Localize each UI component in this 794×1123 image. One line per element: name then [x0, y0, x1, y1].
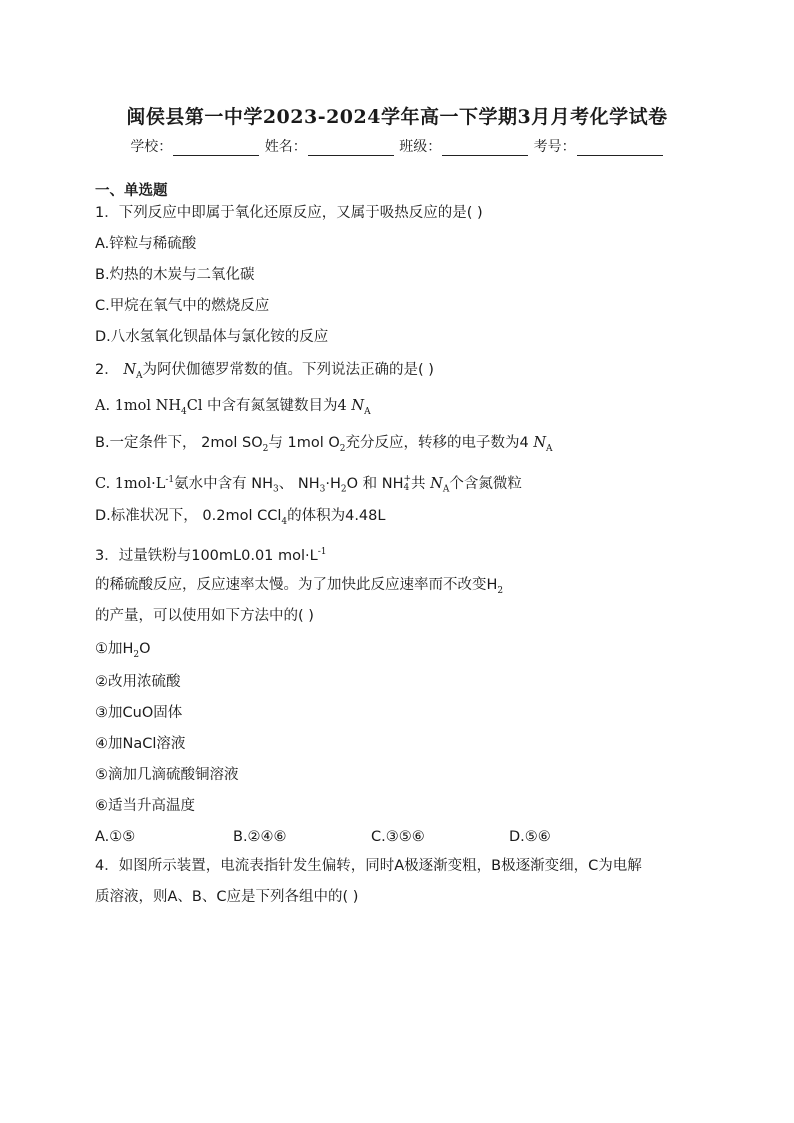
- q3-m1-text: ①加H: [95, 641, 134, 657]
- q2c-text-4: ·H: [325, 475, 341, 492]
- school-label: 学校：: [130, 139, 173, 155]
- q1-stem: 1．下列反应中即属于氧化还原反应，又属于吸热反应的是( ): [95, 205, 483, 221]
- exam-title: 闽侯县第一中学2023-2024学年高一下学期3月月考化学试卷: [126, 106, 668, 128]
- q2c-text-1: C. 1mol·L: [95, 475, 166, 492]
- q3-method-5: ⑤滴加几滴硫酸铜溶液: [95, 767, 239, 783]
- q3-method-6: ⑥适当升高温度: [95, 798, 195, 814]
- section-heading: 一、单选题: [95, 183, 168, 199]
- student-info-line: [0, 136, 794, 156]
- exam-number-label: 考号：: [533, 139, 576, 155]
- na-symbol: N: [533, 435, 547, 451]
- q2c-text-6: 共: [411, 475, 431, 492]
- na-subscript: A: [442, 484, 450, 495]
- q2c-text-3: 、 NH: [278, 475, 320, 492]
- q1-option-d: D.八水氢氧化钡晶体与氯化铵的反应: [95, 329, 329, 345]
- q3-option-b: B.②④⑥: [233, 829, 287, 845]
- q1-option-a: A.锌粒与稀硫酸: [95, 236, 197, 252]
- q2-option-b: [95, 433, 553, 459]
- q3-text-1: 3．过量铁粉与100mL0.01 mol·L: [95, 547, 318, 564]
- q2-option-c: [95, 470, 522, 500]
- q2b-text-3: 充分反应，转移的电子数为4: [345, 435, 534, 451]
- q3-option-c: C.③⑤⑥: [371, 829, 425, 845]
- na-subscript: A: [364, 406, 371, 417]
- q2-option-a: [95, 396, 371, 422]
- q2c-sub-3: 2: [340, 484, 347, 495]
- q2-stem: [95, 360, 434, 386]
- na-symbol: N: [430, 475, 443, 492]
- name-label: 姓名：: [264, 139, 307, 155]
- q3-method-4: ④加NaCl溶液: [95, 736, 186, 752]
- q2a-sub: 4: [180, 406, 187, 417]
- school-blank[interactable]: [173, 140, 259, 156]
- q2b-sub-2: 2: [339, 443, 346, 454]
- na-symbol: N: [123, 362, 137, 378]
- q4-stem-line-2: 质溶液，则A、B、C应是下列各组中的( ): [95, 889, 359, 905]
- q2a-text-2: Cl 中含有氮氢键数目为4: [186, 398, 352, 414]
- q2c-sup-4: +: [403, 473, 412, 484]
- q2b-sub-1: 2: [262, 443, 269, 454]
- q2-stem-text: 为阿伏伽德罗常数的值。下列说法正确的是( ): [142, 362, 434, 378]
- na-subscript: A: [136, 370, 143, 381]
- q3-m1-text-2: O: [139, 641, 151, 657]
- q2c-sub-1: 3: [273, 484, 279, 495]
- q2-option-d: [95, 506, 385, 532]
- na-subscript: A: [546, 443, 553, 454]
- ammonium-scripts: [404, 475, 412, 493]
- q3-option-a: A.①⑤: [95, 829, 136, 845]
- q3-sub: 2: [497, 585, 504, 596]
- q3-stem-line-1: [95, 542, 327, 566]
- q2d-sub: 4: [281, 516, 288, 527]
- q3-text-2: 的稀硫酸反应，反应速率太慢。为了加快此反应速率而不改变H: [95, 577, 498, 593]
- q3-method-3: ③加CuO固体: [95, 705, 183, 721]
- q3-stem-line-2: [95, 575, 503, 601]
- q3-m1-sub: 2: [133, 649, 140, 660]
- class-blank[interactable]: [442, 140, 528, 156]
- q4-stem-line-1: 4．如图所示装置，电流表指针发生偏转，同时A极逐渐变粗，B极逐渐变细，C为电解: [95, 858, 642, 874]
- q3-method-2: ②改用浓硫酸: [95, 674, 181, 690]
- q2b-text-1: B.一定条件下， 2mol SO: [95, 435, 263, 451]
- q2b-text-2: 与 1mol O: [268, 435, 340, 451]
- name-blank[interactable]: [308, 140, 394, 156]
- q2c-text-2: 氨水中含有 NH: [174, 475, 274, 492]
- na-symbol: N: [351, 398, 365, 414]
- q3-sup: -1: [317, 547, 327, 557]
- q2c-sub-4: 4: [403, 482, 410, 493]
- q3-option-d: D.⑤⑥: [509, 829, 551, 845]
- q2c-text-7: 个含氮微粒: [449, 475, 522, 492]
- exam-number-blank[interactable]: [577, 140, 663, 156]
- q2a-text-1: A. 1mol NH: [95, 398, 181, 414]
- q2c-sub-2: 3: [319, 484, 326, 495]
- class-label: 班级：: [399, 139, 442, 155]
- q3-stem-line-3: 的产量，可以使用如下方法中的( ): [95, 608, 314, 624]
- q2c-sup: -1: [165, 475, 175, 485]
- q2d-text-2: 的体积为4.48L: [287, 508, 386, 524]
- q1-option-b: B.灼热的木炭与二氧化碳: [95, 267, 255, 283]
- q1-option-c: C.甲烷在氧气中的燃烧反应: [95, 298, 270, 314]
- q2-number: 2．: [95, 362, 119, 378]
- q3-method-1: [95, 639, 151, 665]
- q2d-text-1: D.标准状况下， 0.2mol CCl: [95, 508, 282, 524]
- q2c-text-5: O 和 NH: [346, 475, 404, 492]
